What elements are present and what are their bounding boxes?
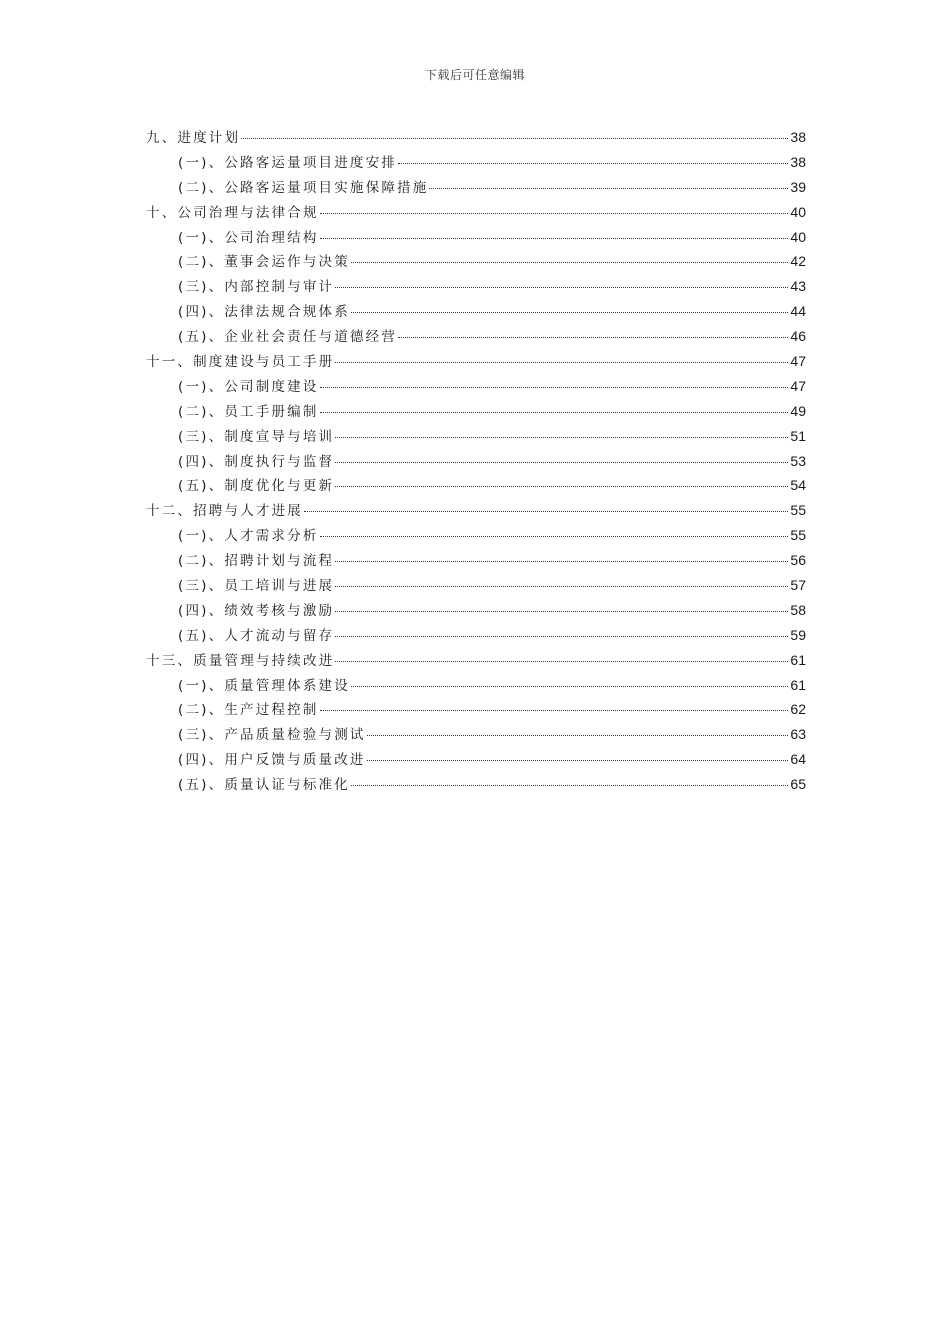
toc-page-number: 58: [790, 601, 806, 618]
page-header: 下载后可任意编辑: [424, 68, 525, 82]
toc-section-entry[interactable]: [146, 474, 806, 499]
toc-chapter-entry[interactable]: [146, 350, 806, 375]
toc-entry-title: 九、进度计划: [146, 130, 241, 146]
toc-dot-leader: [398, 163, 788, 164]
toc-page-number: 46: [790, 328, 806, 345]
toc-dot-leader: [335, 636, 788, 637]
toc-entry-title: (四)、制度执行与监督: [178, 453, 335, 470]
toc-entry-title: (二)、董事会运作与决策: [178, 254, 350, 271]
toc-dot-leader: [320, 536, 789, 537]
toc-dot-leader: [335, 586, 788, 587]
toc-section-entry[interactable]: [146, 300, 806, 325]
toc-entry-title: (四)、法律法规合规体系: [178, 304, 350, 321]
toc-dot-leader: [335, 561, 788, 562]
toc-entry-title: (二)、公路客运量项目实施保障措施: [178, 179, 429, 196]
toc-dot-leader: [398, 337, 788, 338]
toc-page-number: 55: [790, 502, 806, 519]
toc-entry-title: (四)、绩效考核与激励: [178, 602, 335, 619]
toc-page-number: 64: [790, 751, 806, 768]
toc-dot-leader: [304, 511, 788, 512]
toc-page-number: 65: [790, 776, 806, 793]
toc-entry-title: (五)、质量认证与标准化: [178, 777, 350, 794]
toc-dot-leader: [335, 362, 788, 363]
toc-entry-title: (五)、企业社会责任与道德经营: [178, 329, 398, 346]
toc-dot-leader: [241, 138, 788, 139]
toc-entry-title: (三)、产品质量检验与测试: [178, 727, 366, 744]
toc-page-number: 54: [790, 477, 806, 494]
toc-dot-leader: [351, 262, 788, 263]
toc-entry-title: (二)、员工手册编制: [178, 403, 319, 420]
toc-page-number: 40: [790, 228, 806, 245]
toc-entry-title: (五)、人才流动与留存: [178, 627, 335, 644]
toc-entry-title: (二)、生产过程控制: [178, 702, 319, 719]
toc-entry-title: 十三、质量管理与持续改进: [146, 652, 335, 669]
toc-section-entry[interactable]: [146, 151, 806, 176]
toc-section-entry[interactable]: [146, 325, 806, 350]
toc-entry-title: 十一、制度建设与员工手册: [146, 354, 335, 371]
toc-section-entry[interactable]: [146, 250, 806, 275]
toc-section-entry[interactable]: [146, 176, 806, 201]
toc-dot-leader: [335, 462, 788, 463]
toc-page-number: 47: [790, 377, 806, 394]
table-of-contents: [146, 126, 806, 798]
toc-dot-leader: [320, 387, 789, 388]
toc-page-number: 57: [790, 577, 806, 594]
toc-page-number: 51: [790, 427, 806, 444]
toc-section-entry[interactable]: [146, 574, 806, 599]
toc-dot-leader: [320, 710, 789, 711]
toc-page-number: 40: [790, 203, 806, 220]
toc-entry-title: (四)、用户反馈与质量改进: [178, 752, 366, 769]
toc-chapter-entry[interactable]: [146, 201, 806, 226]
toc-entry-title: (一)、公司治理结构: [178, 229, 319, 246]
toc-dot-leader: [320, 213, 789, 214]
toc-section-entry[interactable]: [146, 375, 806, 400]
toc-section-entry[interactable]: [146, 425, 806, 450]
toc-entry-title: (一)、人才需求分析: [178, 528, 319, 545]
toc-page-number: 44: [790, 303, 806, 320]
toc-entry-title: (一)、公路客运量项目进度安排: [178, 154, 398, 171]
toc-entry-title: 十二、招聘与人才进展: [146, 503, 303, 520]
toc-dot-leader: [335, 611, 788, 612]
toc-page-number: 62: [790, 701, 806, 718]
toc-section-entry[interactable]: [146, 450, 806, 475]
toc-entry-title: 十、公司治理与法律合规: [146, 204, 319, 221]
toc-dot-leader: [429, 188, 788, 189]
toc-dot-leader: [335, 437, 788, 438]
toc-page-number: 38: [790, 129, 806, 145]
toc-dot-leader: [320, 412, 789, 413]
toc-dot-leader: [351, 312, 788, 313]
toc-page-number: 61: [790, 651, 806, 668]
toc-page-number: 47: [790, 353, 806, 370]
toc-section-entry[interactable]: [146, 524, 806, 549]
toc-section-entry[interactable]: [146, 674, 806, 699]
toc-dot-leader: [335, 486, 788, 487]
toc-dot-leader: [351, 686, 788, 687]
toc-entry-title: (三)、内部控制与审计: [178, 279, 335, 296]
toc-section-entry[interactable]: [146, 226, 806, 251]
toc-dot-leader: [367, 735, 789, 736]
toc-dot-leader: [320, 238, 789, 239]
toc-section-entry[interactable]: [146, 599, 806, 624]
toc-page-number: 63: [790, 726, 806, 743]
toc-page-number: 43: [790, 278, 806, 295]
toc-page-number: 55: [790, 527, 806, 544]
toc-section-entry[interactable]: [146, 549, 806, 574]
toc-entry-title: (二)、招聘计划与流程: [178, 553, 335, 570]
toc-dot-leader: [367, 760, 789, 761]
toc-page-number: 61: [790, 676, 806, 693]
toc-page-number: 49: [790, 402, 806, 419]
toc-page-number: 53: [790, 452, 806, 469]
toc-dot-leader: [351, 785, 788, 786]
toc-section-entry[interactable]: [146, 773, 806, 798]
toc-chapter-entry[interactable]: [146, 649, 806, 674]
toc-entry-title: (一)、质量管理体系建设: [178, 677, 350, 694]
toc-dot-leader: [335, 287, 788, 288]
toc-page-number: 42: [790, 253, 806, 270]
toc-page-number: 39: [790, 178, 806, 195]
toc-section-entry[interactable]: [146, 624, 806, 649]
toc-entry-title: (三)、制度宣导与培训: [178, 428, 335, 445]
toc-dot-leader: [335, 661, 788, 662]
toc-section-entry[interactable]: [146, 698, 806, 723]
toc-page-number: 38: [790, 153, 806, 170]
toc-page-number: 56: [790, 552, 806, 569]
toc-entry-title: (五)、制度优化与更新: [178, 478, 335, 495]
toc-page-number: 59: [790, 626, 806, 643]
toc-entry-title: (三)、员工培训与进展: [178, 578, 335, 595]
toc-section-entry[interactable]: [146, 723, 806, 748]
toc-section-entry[interactable]: [146, 400, 806, 425]
toc-section-entry[interactable]: [146, 748, 806, 773]
toc-section-entry[interactable]: [146, 275, 806, 300]
toc-chapter-entry[interactable]: [146, 499, 806, 524]
toc-chapter-entry[interactable]: [146, 126, 806, 151]
toc-entry-title: (一)、公司制度建设: [178, 378, 319, 395]
